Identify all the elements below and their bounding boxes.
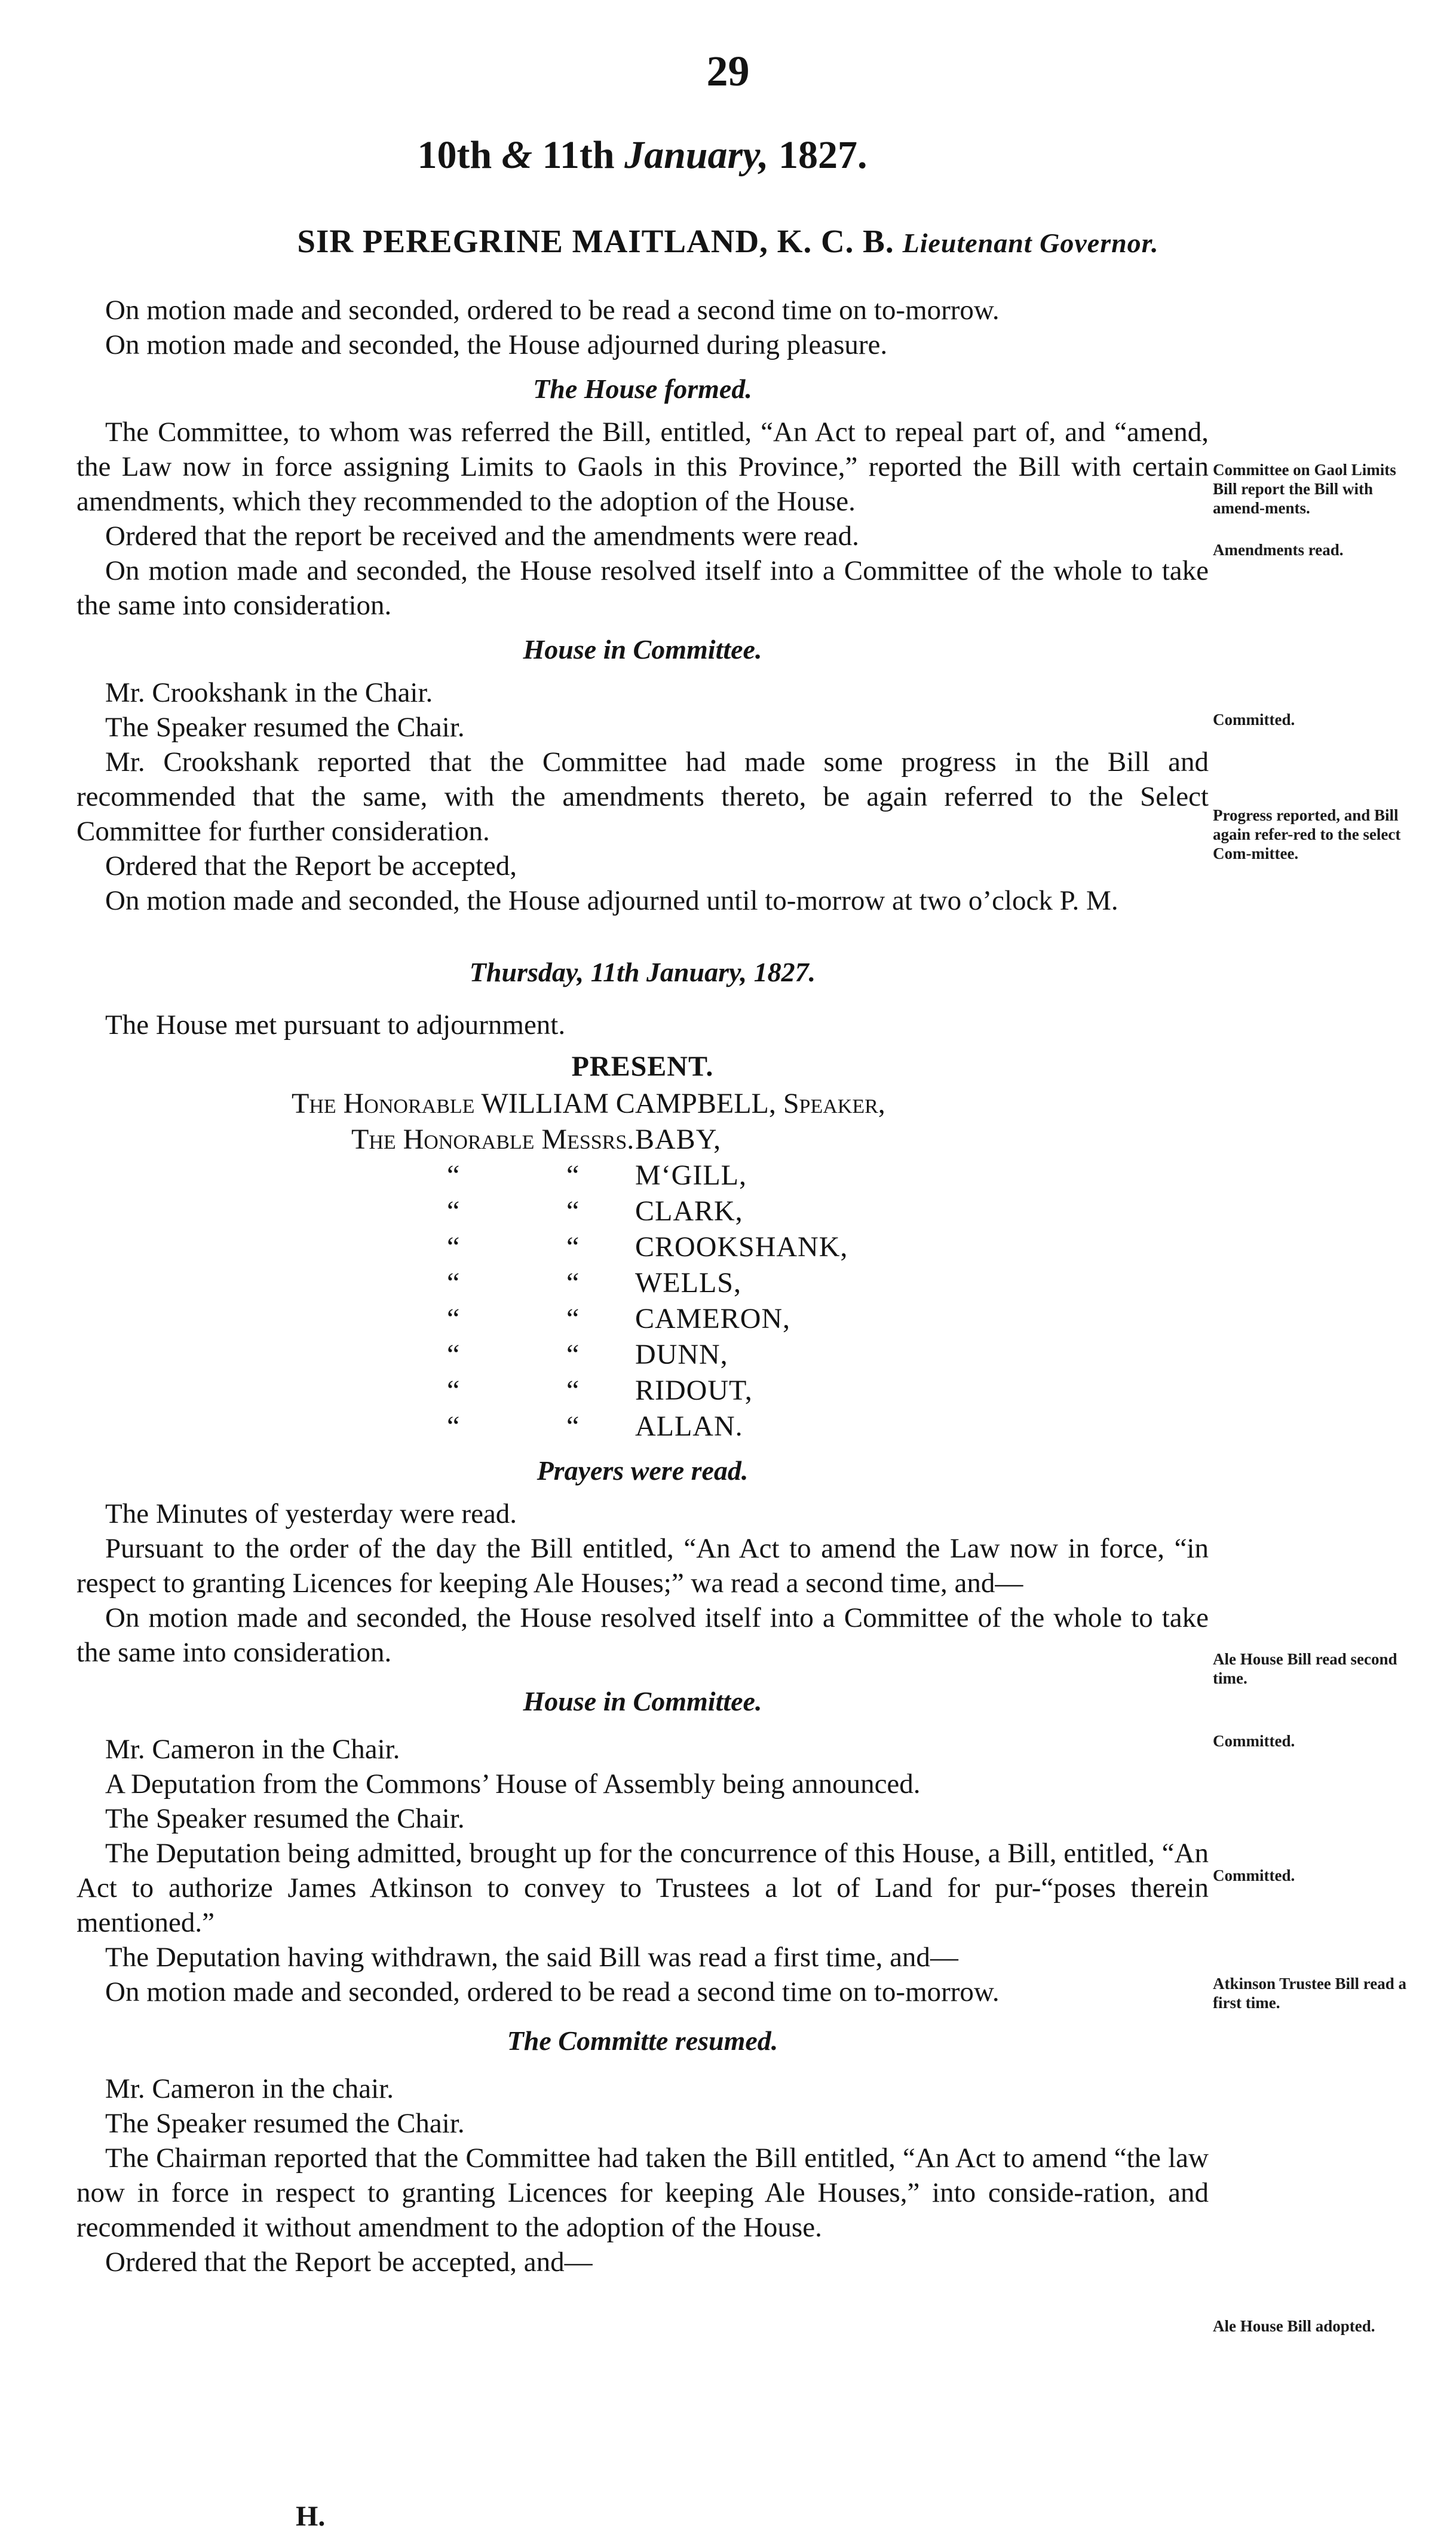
- section-heading: House in Committee.: [523, 1686, 762, 1716]
- margin-note: Committed.: [1213, 711, 1295, 729]
- member-name: CAMERON,: [635, 1303, 791, 1335]
- paragraph: Mr. Cameron in the Chair.: [105, 1734, 400, 1765]
- member-row: [76, 1158, 1209, 1194]
- member-row: [76, 1302, 1209, 1338]
- paragraph: Ordered that the Report be accepted,: [105, 850, 517, 882]
- section-heading: Thursday, 11th January, 1827.: [469, 957, 816, 987]
- member-row: [76, 1338, 1209, 1373]
- ditto-mark: “: [566, 1195, 580, 1227]
- member-name: RIDOUT,: [635, 1375, 753, 1406]
- paragraph: Ordered that the Report be accepted, and—: [105, 2247, 593, 2278]
- member-name: WELLS,: [635, 1267, 741, 1299]
- margin-note: Committed.: [1213, 1732, 1295, 1750]
- ditto-mark: “: [566, 1159, 580, 1191]
- ditto-mark: “: [566, 1410, 580, 1442]
- members-list: [76, 1087, 1209, 1442]
- paragraph: On motion made and seconded, the House adjourned until to-morrow at two o’clock P. M.: [105, 885, 1118, 916]
- member-name: CROOKSHANK,: [635, 1231, 848, 1263]
- member-row: [76, 1409, 1209, 1445]
- page-number: 29: [706, 47, 750, 95]
- margin-note: Ale House Bill adopted.: [1213, 2317, 1375, 2335]
- member-name: ALLAN.: [635, 1410, 743, 1442]
- paragraph: Mr. Crookshank reported that the Committee had made some progress in the Bill and recommended that the same, with the amendments thereto, be again referred to the Select Committee for further consideration.: [76, 746, 1209, 847]
- paragraph: A Deputation from the Commons’ House of Assembly being announced.: [105, 1768, 921, 1800]
- date-year: 1827.: [768, 133, 868, 177]
- ditto-mark: “: [447, 1159, 460, 1191]
- paragraph: The Chairman reported that the Committee had taken the Bill entitled, “An Act to amend “the law now in force in respect to granting Licences for keeping Ale Houses,” into conside-ration, and recommended it without amendment to the adoption of the House.: [76, 2143, 1209, 2243]
- paragraph: The Committee, to whom was referred the Bill, entitled, “An Act to repeal part of, and “amend, the Law now in force assigning Limits to Gaols in this Province,” reported the Bill with certain amendments, which they recommended to the adoption of the House.: [76, 417, 1209, 517]
- section-heading: The House formed.: [533, 374, 752, 404]
- paragraph: Pursuant to the order of the day the Bill entitled, “An Act to amend the Law now in force, “in respect to granting Licences for keeping Ale Houses;” wa read a second time, and—: [76, 1533, 1209, 1599]
- date-month: January,: [624, 133, 769, 177]
- paragraph: On motion made and seconded, ordered to be read a second time on to-morrow.: [105, 1976, 1000, 2007]
- paragraph: The House met pursuant to adjournment.: [105, 1009, 566, 1041]
- ditto-mark: “: [566, 1303, 580, 1335]
- paragraph: The Speaker resumed the Chair.: [105, 1803, 465, 1834]
- date-prefix: 10th: [417, 133, 502, 177]
- paragraph: On motion made and seconded, the House resolved itself into a Committee of the whole to take the same into consideration.: [76, 555, 1209, 621]
- section-heading: The Committe resumed.: [507, 2025, 778, 2056]
- paragraph: The Speaker resumed the Chair.: [105, 712, 465, 743]
- ditto-mark: “: [566, 1375, 580, 1406]
- ditto-mark: “: [447, 1195, 460, 1227]
- ditto-mark: “: [447, 1375, 460, 1406]
- member-row: [76, 1122, 1209, 1158]
- member-row: [76, 1373, 1209, 1409]
- paragraph: On motion made and seconded, the House adjourned during pleasure.: [105, 329, 888, 360]
- paragraph: Mr. Crookshank in the Chair.: [105, 677, 433, 708]
- ditto-mark: “: [447, 1267, 460, 1299]
- member-name: DUNN,: [635, 1339, 728, 1370]
- margin-note: Amendments read.: [1213, 541, 1344, 559]
- member-name: BABY,: [635, 1124, 722, 1155]
- governor-name: SIR PEREGRINE MAITLAND, K. C. B.: [297, 223, 894, 259]
- paragraph: Mr. Cameron in the chair.: [105, 2073, 394, 2104]
- ditto-mark: “: [566, 1231, 580, 1263]
- member-name: CLARK,: [635, 1195, 743, 1227]
- present-heading: PRESENT.: [571, 1051, 714, 1082]
- paragraph: On motion made and seconded, ordered to be read a second time on to-morrow.: [105, 295, 1000, 326]
- section-heading: Prayers were read.: [537, 1455, 749, 1486]
- date-heading: [0, 133, 1285, 178]
- margin-note: Atkinson Trustee Bill read a first time.: [1213, 1975, 1407, 2012]
- margin-note: Ale House Bill read second time.: [1213, 1650, 1397, 1687]
- governor-line: [0, 222, 1456, 260]
- ditto-mark: “: [447, 1231, 460, 1263]
- ditto-mark: “: [566, 1267, 580, 1299]
- paragraph: The Speaker resumed the Chair.: [105, 2108, 465, 2139]
- ditto-mark: “: [447, 1410, 460, 1442]
- paragraph: On motion made and seconded, the House resolved itself into a Committee of the whole to take the same into consideration.: [76, 1602, 1209, 1668]
- member-prefix: The Honorable Messrs.: [351, 1124, 634, 1155]
- member-row: [76, 1266, 1209, 1302]
- member-row: [76, 1230, 1209, 1266]
- paragraph: The Deputation having withdrawn, the said Bill was read a first time, and—: [105, 1942, 958, 1973]
- date-day2: 11th: [532, 133, 625, 177]
- margin-note: Committed.: [1213, 1866, 1295, 1884]
- governor-title: Lieutenant Governor.: [902, 228, 1159, 258]
- ditto-mark: “: [447, 1303, 460, 1335]
- member-name: M‘GILL,: [635, 1159, 747, 1191]
- main-text: [76, 293, 1209, 2279]
- section-heading: House in Committee.: [523, 634, 762, 665]
- paragraph: The Minutes of yesterday were read.: [105, 1498, 517, 1529]
- member-row: [76, 1194, 1209, 1230]
- paragraph: The Deputation being admitted, brought up for the concurrence of this House, a Bill, entitled, “An Act to authorize James Atkinson to convey to Trustees a lot of Land for pur-“poses therein mentioned.”: [76, 1838, 1209, 1938]
- member-row: [76, 1087, 1209, 1122]
- catchword: H.: [296, 2501, 326, 2532]
- margin-note: Progress reported, and Bill again refer-red to the select Com-mittee.: [1213, 806, 1401, 862]
- ditto-mark: “: [447, 1339, 460, 1370]
- paragraph: Ordered that the report be received and the amendments were read.: [105, 521, 859, 552]
- date-ampersand: &: [501, 133, 533, 177]
- member-speaker: The Honorable WILLIAM CAMPBELL, Speaker,: [292, 1088, 885, 1119]
- margin-note: Committee on Gaol Limits Bill report the Bill with amend-ments.: [1213, 461, 1396, 517]
- ditto-mark: “: [566, 1339, 580, 1370]
